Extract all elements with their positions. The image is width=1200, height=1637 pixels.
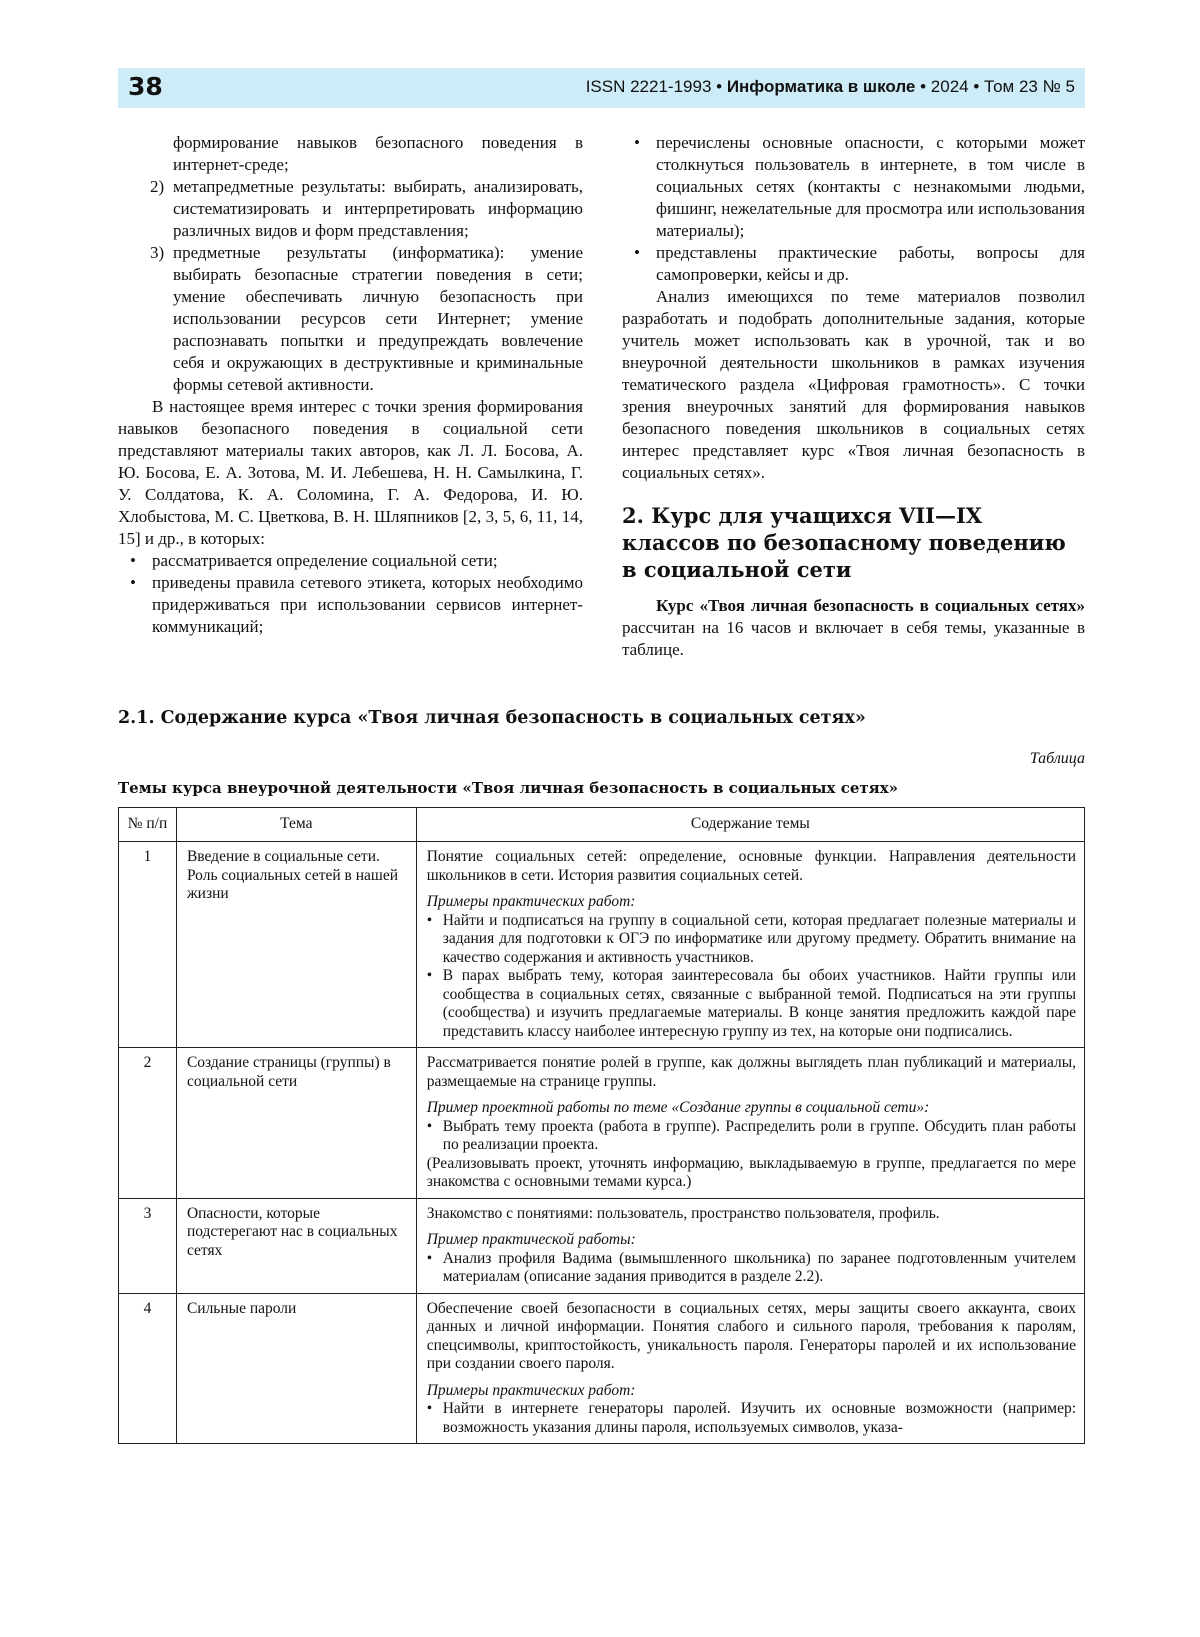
body-paragraph: Анализ имеющихся по теме материалов позволил разработать и подобрать дополнительные задания, которые учитель может использовать как в урочной, так и во внеурочной деятельности школьников в рамках изучения тематического раздела «Цифровая грамотность». С точки зрения внеурочных занятий для формирования навыков безопасного поведения школьников в социальных сетях интерес представляет курс «Твоя личная безопасность в социальных сетях». <box>622 287 1085 482</box>
page-number: 38 <box>128 72 163 101</box>
row-content <box>416 842 1084 1048</box>
bullet-icon: • <box>426 967 433 984</box>
row-content <box>416 1293 1084 1444</box>
header-num: № п/п <box>119 808 177 842</box>
example-text: Анализ профиля Вадима (вымышленного школьника) по заранее подготовленным учителем материалам (описание задания приводится в разделе 2.2). <box>442 1249 1076 1285</box>
bullet-icon: • <box>426 1249 433 1267</box>
list-item-text: предметные результаты (информатика): умение выбирать безопасные стратегии поведения в сети; умение обеспечивать личную безопасность при использовании ресурсов сети Интернет; умение распознавать попытки и предупреждать вовлечение себя и окружающих в деструктивные и криминальные формы сетевой активности. <box>173 243 583 394</box>
course-paragraph <box>622 595 1085 661</box>
list-marker: 2) <box>150 177 165 196</box>
row-number: 4 <box>119 1293 177 1444</box>
row-note: (Реализовывать проект, уточнять информацию, выкладываемую в группе, предлагается по мере знакомства с основными темами курса.) <box>426 1154 1076 1190</box>
journal-title: Информатика в школе <box>726 77 916 96</box>
course-description: рассчитан на 16 часов и включает в себя темы, указанные в таблице. <box>622 618 1085 659</box>
example-item <box>427 1400 1076 1437</box>
content-text: Обеспечение своей безопасности в социальных сетях, меры защиты своего аккаунта, своих данных и личной информации. Понятия слабого и сильного пароля, требования к паролям, спецсимволы, криптостойкость, уникальность пароля. Генераторы паролей и их использование при создании своего пароля. <box>426 1299 1076 1372</box>
example-item <box>427 967 1076 1041</box>
bullet-icon: • <box>634 243 640 262</box>
course-table <box>118 807 1085 1444</box>
table-caption: Темы курса внеурочной деятельности «Твоя личная безопасность в социальных сетях» <box>118 779 899 797</box>
year: 2024 <box>930 77 969 96</box>
content-text: Знакомство с понятиями: пользователь, пространство пользователя, профиль. <box>426 1204 940 1222</box>
issn: ISSN 2221-1993 <box>585 77 712 96</box>
row-content <box>416 1048 1084 1199</box>
row-number: 3 <box>119 1198 177 1293</box>
table-row <box>119 1198 1085 1293</box>
bullet-text: перечислены основные опасности, с которыми может столкнуться пользователь в интернете, в том числе в социальных сетях (контакты с незнакомыми людьми, фишинг, нежелательные для просмотра или использования материалы); <box>656 133 1085 240</box>
row-topic: Опасности, которые подстерегают нас в социальных сетях <box>176 1198 416 1293</box>
row-content <box>416 1198 1084 1293</box>
example-text: Найти в интернете генераторы паролей. Изучить их основные возможности (например: возможность указания длины пароля, используемых символов, указа- <box>442 1400 1076 1436</box>
bullet-icon: • <box>426 1400 433 1417</box>
examples-title: Примеры практических работ: <box>426 1381 636 1399</box>
example-text: В парах выбрать тему, которая заинтересовала бы обоих участников. Найти группы или сообщества в социальных сетях, связанные с выбранной темой. Подписаться на эти группы (сообщества) и изучить предлагаемые материалы. В конце занятия предложить каждой паре представить классу наиболее интересную группу из тех, на которые они подписались. <box>442 967 1076 1040</box>
bullet-item <box>622 132 1085 242</box>
bullet-item <box>118 550 583 572</box>
bullet-text: приведены правила сетевого этикета, которых необходимо придерживаться при использовании сервисов интернет-коммуникаций; <box>152 573 583 636</box>
section-heading: 2. Курс для учащихся VII—IX классов по безопасному поведению в социальной сети <box>622 503 1066 582</box>
right-column <box>622 132 1085 661</box>
bullet-icon: • <box>426 911 433 929</box>
bullet-text: представлены практические работы, вопросы для самопроверки, кейсы и др. <box>656 243 1085 284</box>
list-continuation: формирование навыков безопасного поведения в интернет-среде; <box>173 133 583 174</box>
example-item <box>427 1118 1076 1155</box>
row-number: 2 <box>119 1048 177 1199</box>
content-text: Понятие социальных сетей: определение, основные функции. Направления деятельности школьников в сети. История развития социальных сетей. <box>426 848 1076 884</box>
table-row <box>119 1048 1085 1199</box>
journal-info: ISSN 2221-1993 • Информатика в школе • 2024 • Том 23 № 5 <box>585 77 1075 96</box>
row-topic: Создание страницы (группы) в социальной сети <box>176 1048 416 1199</box>
body-paragraph: В настоящее время интерес с точки зрения формирования навыков безопасного поведения в социальной сети представляют материалы таких авторов, как Л. Л. Босова, А. Ю. Босова, Е. А. Зотова, М. И. Лебешева, Н. Н. Самылкина, Г. У. Солдатова, К. А. Соломина, Г. А. Федорова, И. Ю. Хлобыстова, М. С. Цветкова, В. Н. Шляпников [2, 3, 5, 6, 11, 14, 15] и др., в которых: <box>118 397 583 548</box>
table-row <box>119 842 1085 1048</box>
bullet-icon: • <box>426 1117 433 1135</box>
table-header-row <box>119 808 1085 842</box>
examples-title: Примеры практических работ: <box>426 893 636 910</box>
table-label: Таблица <box>1029 750 1085 767</box>
left-column <box>118 132 583 638</box>
content-text: Рассматривается понятие ролей в группе, как должны выглядеть план публикаций и материалы, размещаемые на странице группы. <box>426 1054 1076 1090</box>
list-item <box>118 176 583 242</box>
bullet-text: рассматривается определение социальной сети; <box>152 551 498 570</box>
row-topic: Введение в социальные сети. Роль социальных сетей в нашей жизни <box>176 842 416 1048</box>
example-text: Выбрать тему проекта (работа в группе). Распределить роли в группе. Обсудить план работы по реализации проекта. <box>442 1117 1076 1153</box>
example-item <box>427 1250 1076 1287</box>
table-row <box>119 1293 1085 1444</box>
subsection-heading: 2.1. Содержание курса «Твоя личная безопасность в социальных сетях» <box>118 708 866 728</box>
bullet-item <box>118 572 583 638</box>
bullet-icon: • <box>634 133 640 152</box>
header-topic: Тема <box>176 808 416 842</box>
list-marker: 3) <box>150 243 165 262</box>
example-text: Найти и подписаться на группу в социальной сети, которая предлагает полезные материалы и задания для подготовки к ОГЭ по информатике или другому предмету. Обратить внимание на качество содержания и активность участников. <box>442 911 1076 966</box>
examples-title: Пример практической работы: <box>426 1231 636 1248</box>
example-item <box>427 912 1076 968</box>
header-content: Содержание темы <box>416 808 1084 842</box>
list-item-text: метапредметные результаты: выбирать, анализировать, систематизировать и интерпретировать информацию различных видов и форм представления; <box>173 177 583 240</box>
volume: Том 23 № 5 <box>984 77 1075 96</box>
bullet-icon: • <box>130 573 136 592</box>
course-title: Курс «Твоя личная безопасность в социальных сетях» <box>656 596 1085 615</box>
bullet-item <box>622 242 1085 286</box>
row-number: 1 <box>119 842 177 1048</box>
row-topic: Сильные пароли <box>176 1293 416 1444</box>
bullet-icon: • <box>130 551 136 570</box>
examples-title: Пример проектной работы по теме «Создание группы в социальной сети»: <box>426 1099 930 1116</box>
list-item <box>118 242 583 396</box>
running-header <box>118 68 1085 108</box>
